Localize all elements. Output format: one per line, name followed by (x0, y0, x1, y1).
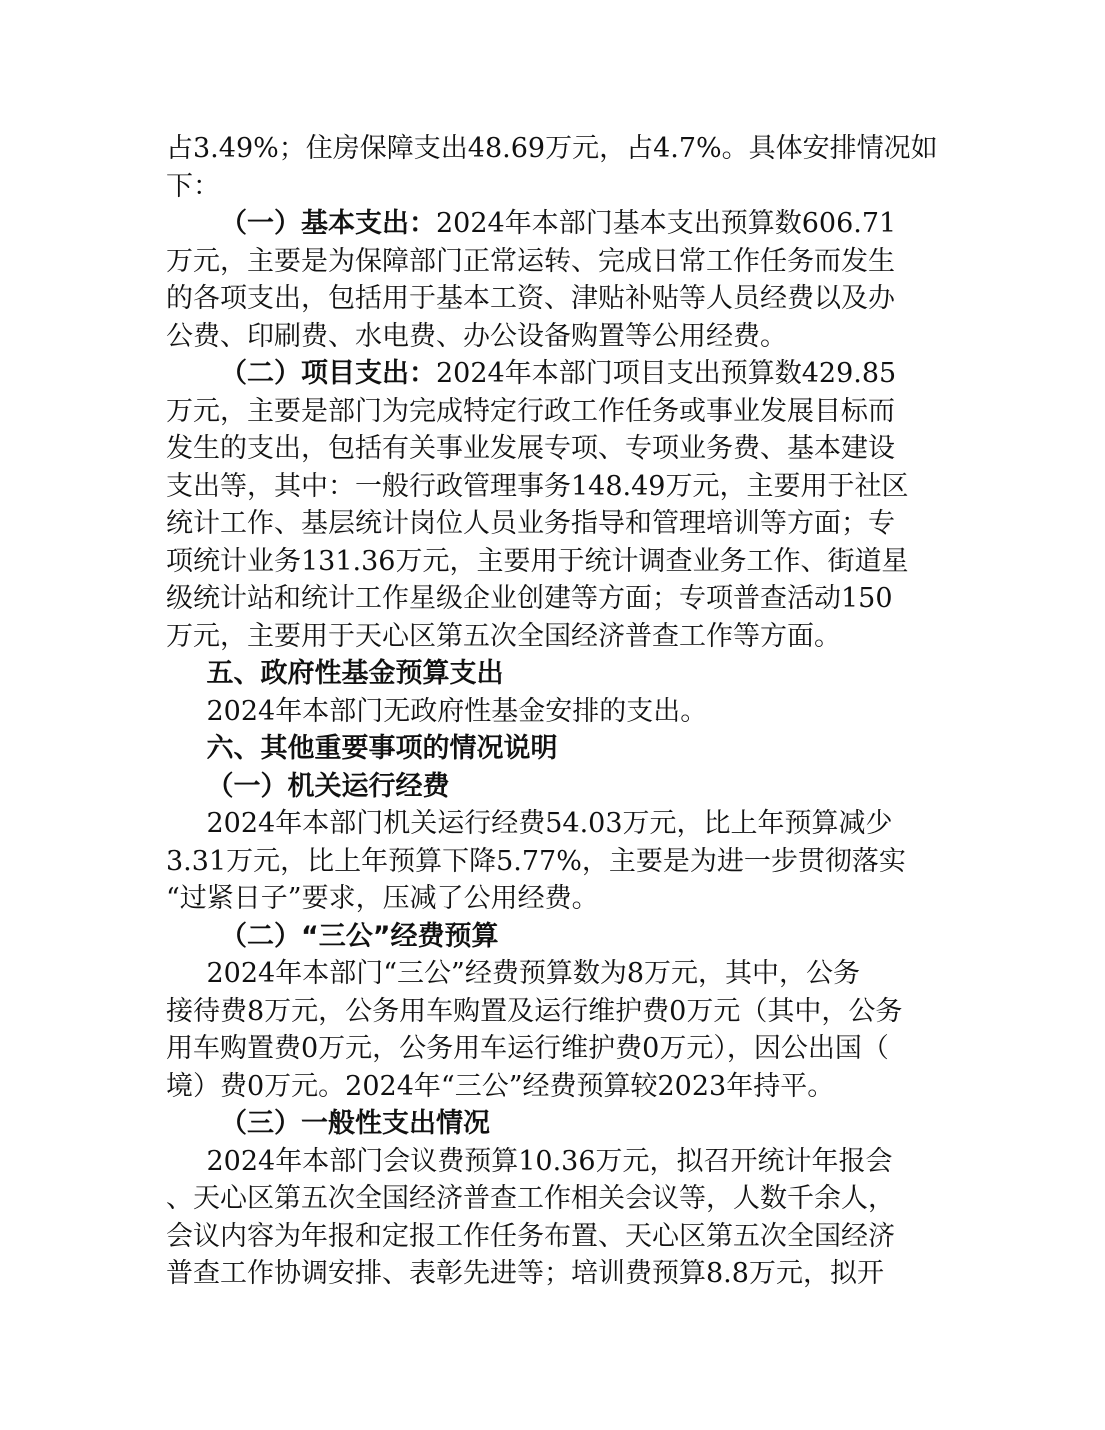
document-line (166, 655, 956, 693)
body-text: 万元，主要是为保障部门正常运转、完成日常工作任务而发生 (166, 245, 895, 277)
document-line (166, 918, 956, 956)
document-line (166, 430, 956, 468)
document-line (166, 805, 956, 843)
heading-text: 五、政府性基金预算支出 (206, 658, 504, 689)
body-text: 用车购置费0万元，公务用车运行维护费0万元），因公出国（ (166, 1033, 889, 1064)
document-body (166, 130, 956, 1293)
body-text: 发生的支出，包括有关事业发展专项、专项业务费、基本建设 (166, 433, 895, 464)
body-text: 2024年本部门项目支出预算数429.85 (436, 358, 897, 389)
body-text: 下： (166, 170, 220, 202)
body-text: 、天心区第五次全国经济普查工作相关会议等，人数千余人， (166, 1183, 895, 1214)
body-text: 支出等，其中：一般行政管理事务148.49万元，主要用于社区 (166, 470, 909, 502)
heading-text: （二）“三公”经费预算 (220, 920, 499, 952)
document-line (166, 1105, 956, 1143)
document-line (166, 618, 956, 656)
document-line (166, 355, 956, 393)
document-line (166, 130, 956, 168)
document-line (166, 468, 956, 506)
document-line (166, 693, 956, 731)
body-text: 统计工作、基层统计岗位人员业务指导和管理培训等方面；专 (166, 508, 895, 539)
document-line (166, 1143, 956, 1181)
body-text: 级统计站和统计工作星级企业创建等方面；专项普查活动150 (166, 583, 893, 614)
document-line (166, 993, 956, 1031)
document-line (166, 505, 956, 543)
document-line (166, 1068, 956, 1106)
body-text: 普查工作协调安排、表彰先进等；培训费预算8.8万元，拟开 (166, 1258, 884, 1289)
heading-text: （一）机关运行经费 (206, 770, 450, 802)
heading-text: （二）项目支出： (220, 358, 436, 389)
body-text: 占3.49%；住房保障支出48.69万元，占4.7%。具体安排情况如 (166, 133, 938, 164)
body-text: 项统计业务131.36万元，主要用于统计调查业务工作、街道星 (166, 545, 909, 577)
body-text: 接待费8万元，公务用车购置及运行维护费0万元（其中，公务 (166, 995, 903, 1027)
document-line (166, 168, 956, 206)
body-text: “过紧日子”要求，压减了公用经费。 (166, 883, 599, 914)
heading-text: 六、其他重要事项的情况说明 (206, 733, 558, 764)
heading-text: （三）一般性支出情况 (220, 1108, 490, 1139)
document-line (166, 730, 956, 768)
document-line (166, 1255, 956, 1293)
document-line (166, 843, 956, 881)
body-text: 2024年本部门基本支出预算数606.71 (436, 208, 897, 239)
body-text: 公费、印刷费、水电费、办公设备购置等公用经费。 (166, 320, 787, 352)
document-line (166, 280, 956, 318)
document-line (166, 768, 956, 806)
body-text: 3.31万元，比上年预算下降5.77%，主要是为进一步贯彻落实 (166, 845, 906, 877)
document-line (166, 880, 956, 918)
document-line (166, 243, 956, 281)
body-text: 会议内容为年报和定报工作任务布置、天心区第五次全国经济 (166, 1220, 895, 1252)
document-line (166, 580, 956, 618)
body-text: 2024年本部门机关运行经费54.03万元，比上年预算减少 (206, 808, 893, 839)
document-line (166, 205, 956, 243)
body-text: 万元，主要是部门为完成特定行政工作任务或事业发展目标而 (166, 395, 895, 427)
document-line (166, 318, 956, 356)
body-text: 境）费0万元。2024年“三公”经费预算较2023年持平。 (166, 1070, 835, 1102)
document-line (166, 1030, 956, 1068)
heading-text: （一）基本支出： (220, 208, 436, 239)
document-line (166, 1180, 956, 1218)
body-text: 2024年本部门会议费预算10.36万元，拟召开统计年报会 (206, 1145, 893, 1177)
body-text: 2024年本部门无政府性基金安排的支出。 (206, 695, 708, 727)
document-line (166, 1218, 956, 1256)
document-line (166, 955, 956, 993)
document-line (166, 393, 956, 431)
body-text: 2024年本部门“三公”经费预算数为8万元，其中，公务 (206, 958, 860, 989)
document-line (166, 543, 956, 581)
body-text: 万元，主要用于天心区第五次全国经济普查工作等方面。 (166, 620, 841, 652)
body-text: 的各项支出，包括用于基本工资、津贴补贴等人员经费以及办 (166, 283, 895, 314)
